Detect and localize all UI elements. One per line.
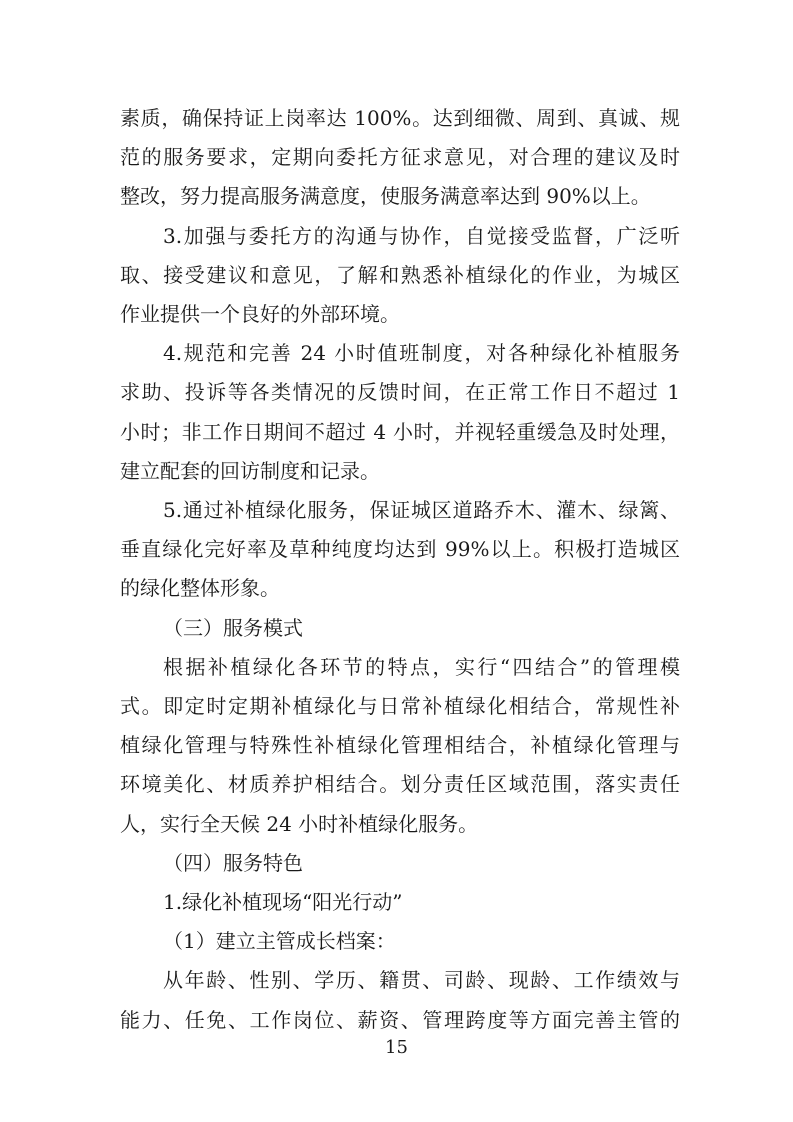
- section-heading: （三）服务模式: [163, 616, 303, 640]
- paragraph-line: 建立配套的回访制度和记录。: [120, 459, 380, 483]
- paragraph-line: 植绿化管理与特殊性补植绿化管理相结合，补植绿化管理与: [120, 733, 680, 757]
- paragraph-line: 4.规范和完善 24 小时值班制度，对各种绿化补植服务: [163, 341, 680, 365]
- paragraph-line: 从年龄、性别、学历、籍贯、司龄、现龄、工作绩效与: [163, 968, 680, 992]
- paragraph-line: 作业提供一个良好的外部环境。: [120, 302, 400, 326]
- subsection-heading: 1.绿化补植现场“阳光行动”: [163, 890, 403, 914]
- paragraph-line: 根据补植绿化各环节的特点，实行“四结合”的管理模: [163, 655, 680, 679]
- section-heading: （四）服务特色: [163, 851, 303, 875]
- paragraph-line: 范的服务要求，定期向委托方征求意见，对合理的建议及时: [120, 145, 680, 169]
- paragraph-line: 的绿化整体形象。: [120, 576, 280, 600]
- paragraph-line: 人，实行全天候 24 小时补植绿化服务。: [120, 812, 479, 836]
- paragraph-line: 整改，努力提高服务满意度，使服务满意率达到 90%以上。: [120, 184, 651, 208]
- paragraph-line: 能力、任免、工作岗位、薪资、管理跨度等方面完善主管的: [120, 1008, 680, 1032]
- paragraph-line: 环境美化、材质养护相结合。划分责任区域范围，落实责任: [120, 772, 680, 796]
- paragraph-line: 垂直绿化完好率及草种纯度均达到 99%以上。积极打造城区: [120, 537, 680, 561]
- paragraph-line: 素质，确保持证上岗率达 100%。达到细微、周到、真诚、规: [120, 106, 680, 130]
- item-heading: （1）建立主管成长档案：: [163, 929, 396, 953]
- paragraph-line: 求助、投诉等各类情况的反馈时间，在正常工作日不超过 1: [120, 380, 680, 404]
- paragraph-line: 5.通过补植绿化服务，保证城区道路乔木、灌木、绿篱、: [163, 498, 680, 522]
- paragraph-line: 取、接受建议和意见，了解和熟悉补植绿化的作业，为城区: [120, 263, 680, 287]
- paragraph-line: 式。即定时定期补植绿化与日常补植绿化相结合，常规性补: [120, 694, 680, 718]
- paragraph-line: 小时；非工作日期间不超过 4 小时，并视轻重缓急及时处理，: [120, 420, 680, 444]
- paragraph-line: 3.加强与委托方的沟通与协作，自觉接受监督，广泛听: [163, 224, 680, 248]
- page-number: 15: [385, 1037, 408, 1058]
